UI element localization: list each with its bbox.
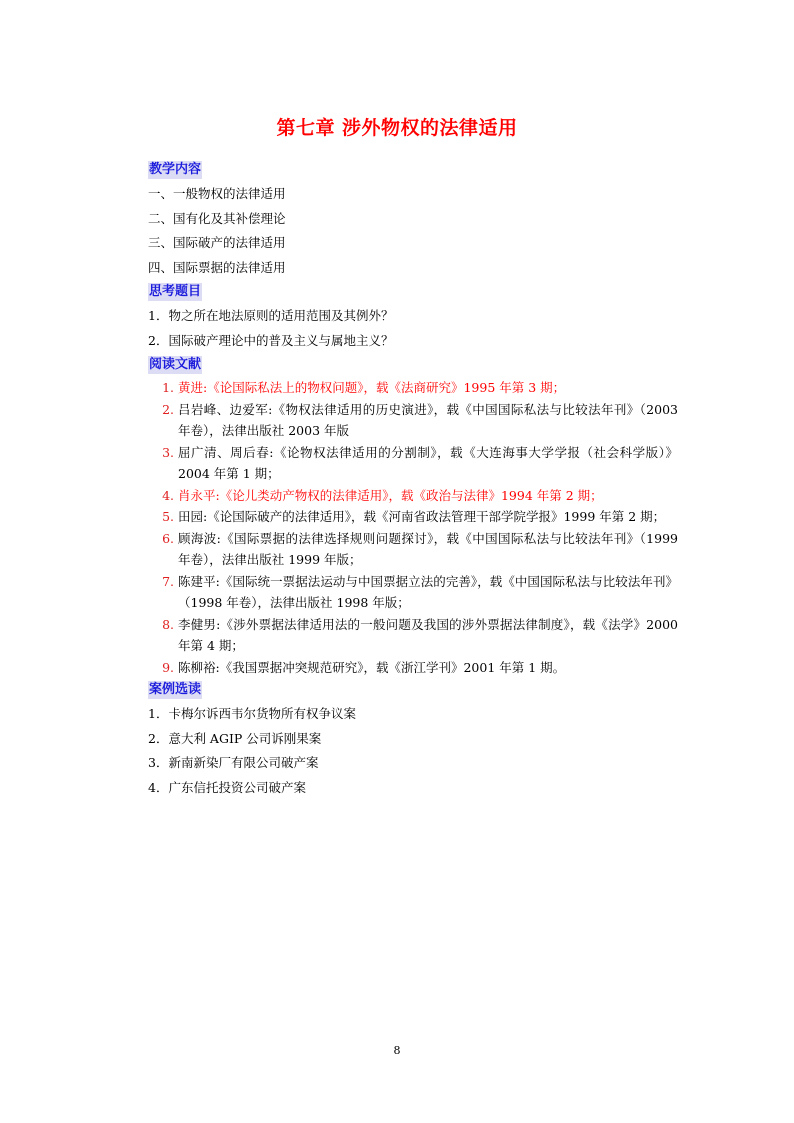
case-item: 2．意大利 AGIP 公司诉刚果案	[148, 730, 322, 746]
reading-text: 黄进:《论国际私法上的物权问题》，载《法商研究》1995 年第 3 期；	[178, 380, 566, 395]
teaching-item: 三、国际破产的法律适用	[148, 235, 286, 250]
question-item: 1．物之所在地法原则的适用范围及其例外？	[148, 308, 394, 323]
reading-number: 1.	[162, 380, 174, 395]
reading-text: 顾海波:《国际票据的法律选择规则问题探讨》，载《中国国际私法与比较法年刊》（1999 年卷），法律出版社 1999 年版；	[178, 530, 678, 567]
reading-item	[148, 442, 678, 485]
section-heading-questions: 思考题目	[149, 284, 202, 299]
reading-item	[148, 614, 678, 657]
reading-item	[148, 485, 678, 507]
reading-text: 陈建平:《国际统一票据法运动与中国票据立法的完善》，载《中国国际私法与比较法年刊》（1998 年卷），法律出版社 1998 年版；	[178, 573, 678, 610]
reading-item	[148, 399, 678, 442]
section-heading-teaching: 教学内容	[149, 162, 202, 177]
reading-item	[148, 528, 678, 571]
reading-number: 2.	[162, 401, 174, 417]
reading-item	[148, 571, 678, 614]
section-heading-readings: 阅读文献	[149, 357, 202, 372]
reading-text: 屈广清、周后春:《论物权法律适用的分割制》，载《大连海事大学学报（社会科学版）》2004 年第 1 期；	[178, 444, 678, 481]
reading-number: 8.	[162, 616, 174, 632]
case-item: 1．卡梅尔诉西韦尔货物所有权争议案	[148, 706, 356, 721]
teaching-item: 一、一般物权的法律适用	[148, 186, 286, 201]
reading-text: 田园:《论国际破产的法律适用》，载《河南省政法管理干部学院学报》1999 年第 2 期；	[178, 509, 666, 524]
reading-text: 肖永平:《论儿类动产物权的法律适用》，载《政治与法律》1994 年第 2 期；	[178, 487, 603, 503]
reading-number: 7.	[162, 573, 174, 589]
teaching-item: 二、国有化及其补偿理论	[148, 210, 286, 226]
teaching-item: 四、国际票据的法律适用	[148, 259, 286, 275]
question-item: 2．国际破产理论中的普及主义与属地主义？	[148, 332, 394, 348]
page-number: 8	[393, 1044, 401, 1057]
reading-text: 陈柳裕:《我国票据冲突规范研究》，载《浙江学刊》2001 年第 1 期。	[178, 659, 566, 675]
reading-text: 李健男:《涉外票据法律适用法的一般问题及我国的涉外票据法律制度》，载《法学》2000 年第 4 期；	[178, 616, 678, 653]
document-body	[148, 158, 678, 800]
reading-number: 9.	[162, 659, 174, 675]
reading-number: 4.	[162, 487, 174, 503]
reading-number: 3.	[162, 444, 174, 460]
case-item: 3．新南新染厂有限公司破产案	[148, 755, 319, 770]
reading-item	[148, 657, 678, 679]
page-title: 第七章 涉外物权的法律适用	[276, 117, 518, 139]
reading-number: 5.	[162, 509, 174, 524]
section-heading-cases: 案例选读	[149, 682, 202, 697]
reading-text: 吕岩峰、边爱军:《物权法律适用的历史演进》，载《中国国际私法与比较法年刊》（2003 年卷），法律出版社 2003 年版	[178, 401, 678, 438]
reading-item	[148, 377, 678, 399]
case-item: 4．广东信托投资公司破产案	[148, 779, 306, 795]
reading-number: 6.	[162, 530, 174, 546]
reading-item	[148, 506, 678, 528]
